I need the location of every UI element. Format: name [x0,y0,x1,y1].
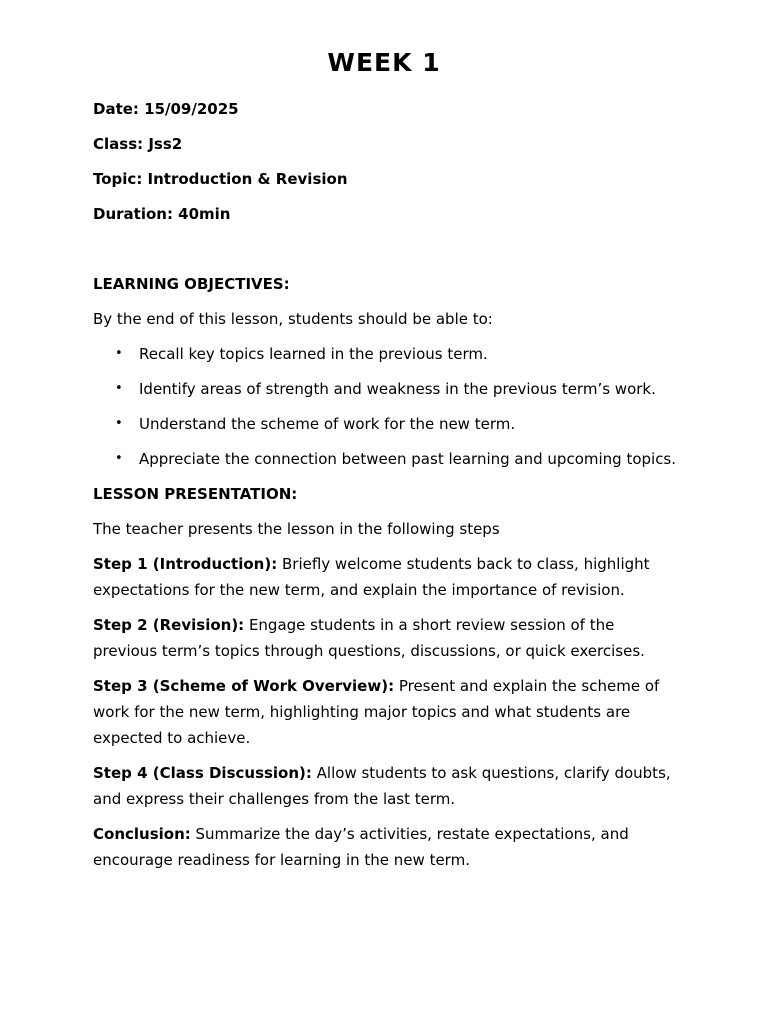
page-title: WEEK 1 [327,48,441,77]
step-text: Allow students to ask questions, clarify doubts, and express their challenges from the last term. [93,764,671,808]
objectives-heading: LEARNING OBJECTIVES: [93,275,290,293]
step-text: Summarize the day’s activities, restate expectations, and encourage readiness for learning in the new term. [93,825,629,869]
bullet-icon: • [115,381,123,396]
duration-line: Duration: 40min [93,205,231,223]
step-label: Step 1 (Introduction): [93,555,278,573]
date-line: Date: 15/09/2025 [93,100,239,118]
list-item [93,376,683,402]
objectives-list [93,341,683,472]
list-item [93,411,683,437]
objective-text: Recall key topics learned in the previous term. [139,345,488,363]
class-line: Class: Jss2 [93,135,183,153]
document-body [93,96,683,882]
step-text: Engage students in a short review session of the previous term’s topics through questions, discussions, or quick exercises. [93,616,645,660]
step-label: Step 2 (Revision): [93,616,245,634]
step-text: Briefly welcome students back to class, highlight expectations for the new term, and explain the importance of revision. [93,555,650,599]
list-item [93,341,683,367]
step-4 [93,760,683,812]
step-3 [93,673,683,751]
step-label: Conclusion: [93,825,191,843]
bullet-icon: • [115,346,123,361]
step-label: Step 3 (Scheme of Work Overview): [93,677,395,695]
objectives-intro: By the end of this lesson, students should be able to: [93,310,493,328]
objective-text: Appreciate the connection between past learning and upcoming topics. [139,450,677,468]
topic-line: Topic: Introduction & Revision [93,170,348,188]
bullet-icon: • [115,451,123,466]
bullet-icon: • [115,416,123,431]
presentation-heading: LESSON PRESENTATION: [93,485,298,503]
objective-text: Identify areas of strength and weakness in the previous term’s work. [139,380,656,398]
step-label: Step 4 (Class Discussion): [93,764,312,782]
list-item [93,446,683,472]
presentation-intro: The teacher presents the lesson in the following steps [93,520,500,538]
step-2 [93,612,683,664]
step-text: Present and explain the scheme of work for the new term, highlighting major topics and what students are expected to achieve. [93,677,660,747]
conclusion [93,821,683,873]
spacer [93,236,683,271]
step-1 [93,551,683,603]
objective-text: Understand the scheme of work for the new term. [139,415,516,433]
